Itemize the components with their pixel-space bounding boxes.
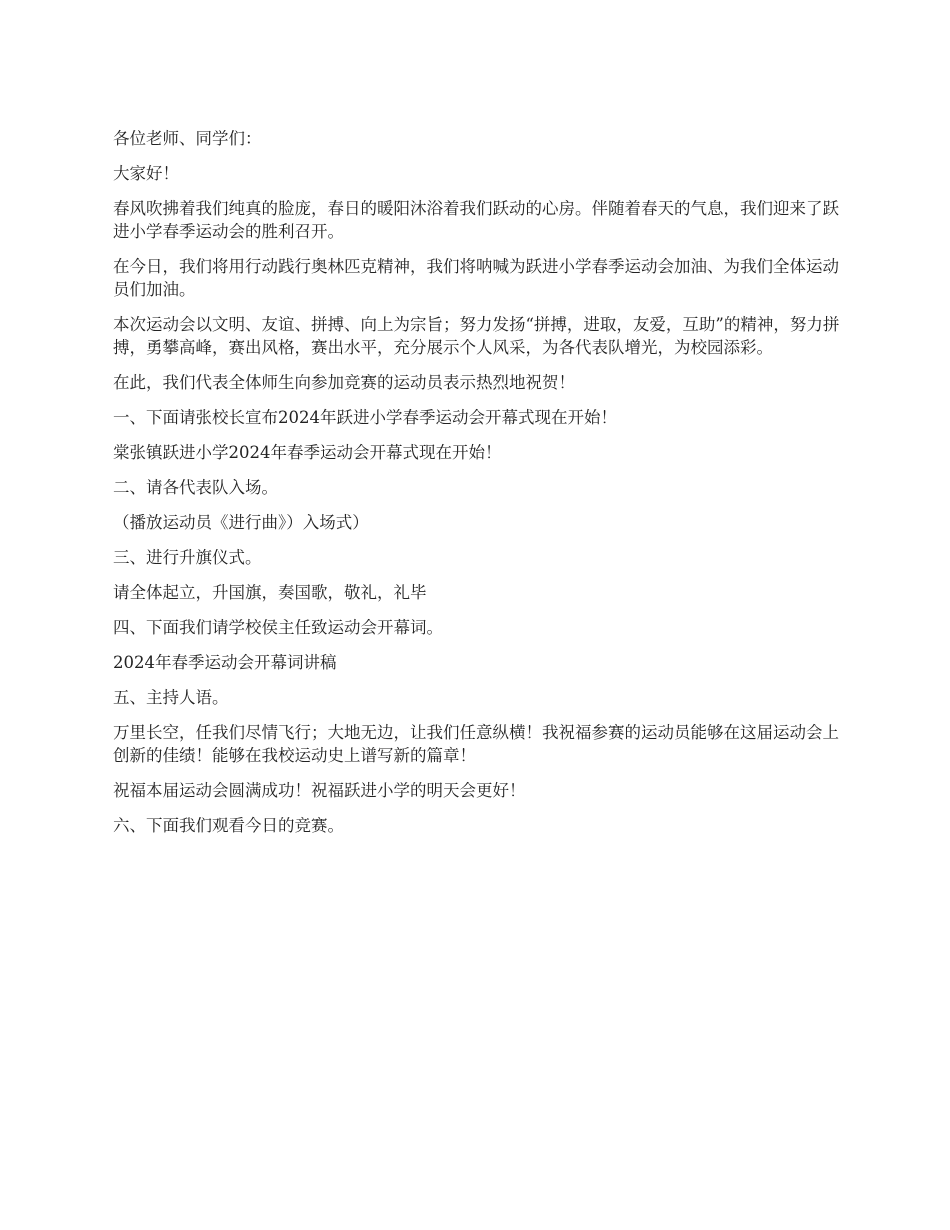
march-note: （播放运动员《进行曲》）入场式）	[113, 513, 369, 532]
speech-title: 2024年春季运动会开幕词讲稿	[113, 653, 337, 672]
opening-announcement: 棠张镇跃进小学2024年春季运动会开幕式现在开始！	[113, 443, 502, 462]
paragraph-purpose: 本次运动会以文明、友谊、拼搏、向上为宗旨；努力发扬“拼搏，进取，友爱，互助”的精神，努力拼搏，勇攀高峰，赛出风格，赛出水平，充分展示个人风采，为各代表队增光，为校园添彩。	[113, 315, 840, 357]
agenda-item-3: 三、进行升旗仪式。	[113, 548, 262, 567]
agenda-item-2: 二、请各代表队入场。	[113, 478, 278, 497]
paragraph-blessing: 祝福本届运动会圆满成功！祝福跃进小学的明天会更好！	[113, 781, 526, 800]
paragraph-congratulations: 在此，我们代表全体师生向参加竞赛的运动员表示热烈地祝贺！	[113, 373, 575, 392]
greeting-line: 各位老师、同学们：	[113, 129, 262, 148]
paragraph-host-words: 万里长空，任我们尽情飞行；大地无边，让我们任意纵横！我祝福参赛的运动员能够在这届运动会上创新的佳绩！能够在我校运动史上谱写新的篇章！	[113, 723, 839, 765]
agenda-item-4: 四、下面我们请学校侯主任致运动会开幕词。	[113, 618, 443, 637]
hello-line: 大家好！	[113, 164, 179, 183]
paragraph-olympic-spirit: 在今日，我们将用行动践行奥林匹克精神，我们将呐喊为跃进小学春季运动会加油、为我们全体运动员们加油。	[113, 257, 839, 299]
agenda-item-5: 五、主持人语。	[113, 688, 229, 707]
document-body	[113, 127, 840, 849]
agenda-item-6: 六、下面我们观看今日的竞赛。	[113, 816, 344, 835]
paragraph-spring-breeze: 春风吹拂着我们纯真的脸庞，春日的暖阳沐浴着我们跃动的心房。伴随着春天的气息，我们迎来了跃进小学春季运动会的胜利召开。	[113, 199, 839, 241]
flag-ceremony-instructions: 请全体起立，升国旗，奏国歌，敬礼，礼毕	[113, 583, 427, 602]
agenda-item-1: 一、下面请张校长宣布2024年跃进小学春季运动会开幕式现在开始！	[113, 408, 617, 427]
